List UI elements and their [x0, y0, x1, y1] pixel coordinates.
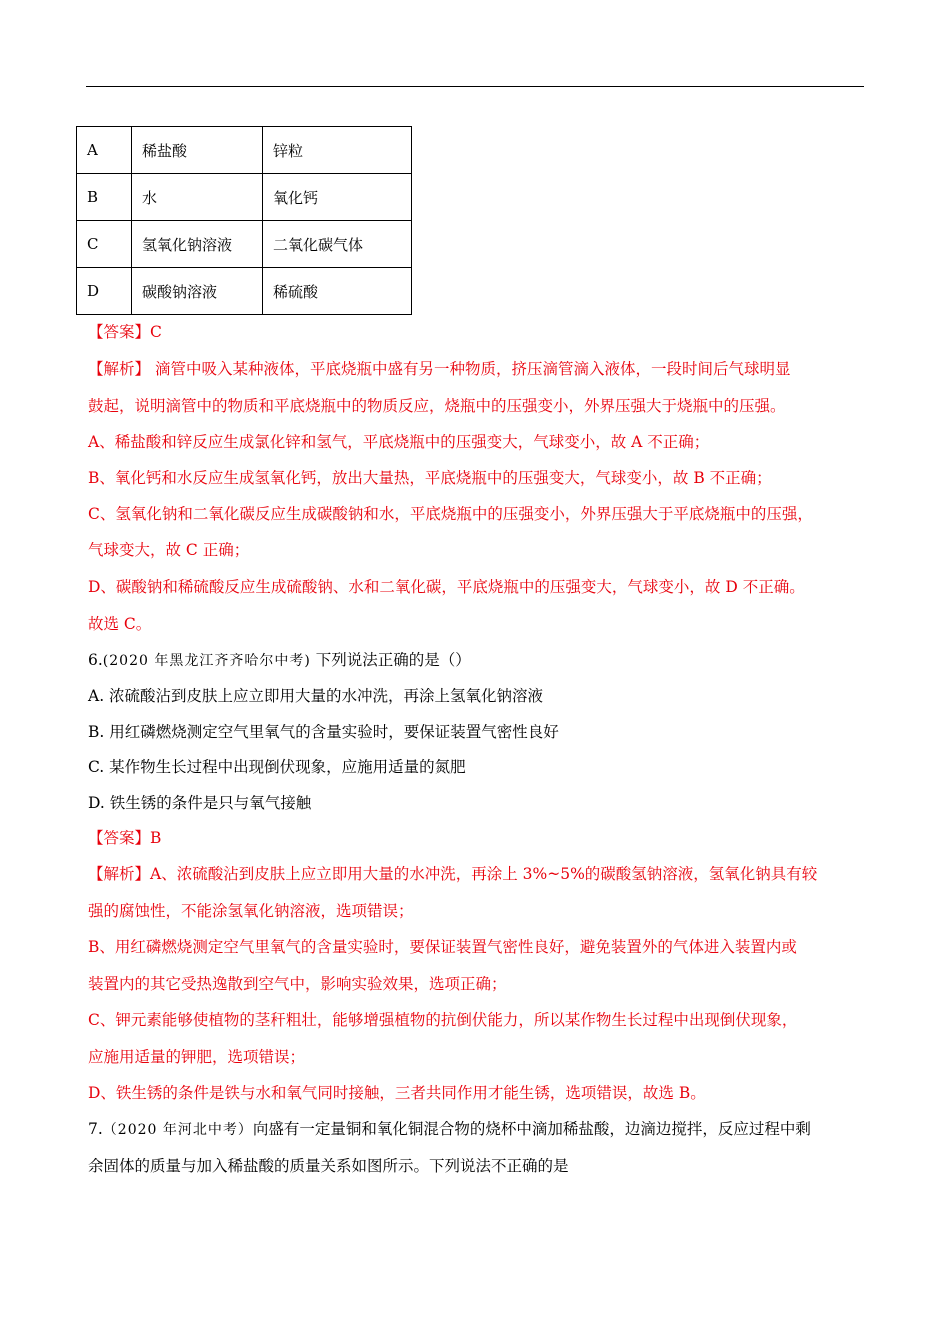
- q6-analysis-line: 装置内的其它受热逸散到空气中，影响实验效果，选项正确；: [88, 975, 507, 993]
- q7-stem-text: 向盛有一定量铜和氧化铜混合物的烧杯中滴加稀盐酸，边滴边搅拌，反应过程中剩: [252, 1120, 811, 1138]
- substance-cell: 氧化钙: [263, 174, 412, 221]
- q6-analysis-line: B、用红磷燃烧测定空气里氧气的含量实验时，要保证装置气密性良好，避免装置外的气体进入装置内或: [88, 938, 797, 956]
- table-row: [77, 268, 412, 315]
- liquid-cell: 稀盐酸: [132, 127, 263, 174]
- q6-analysis-line: 【解析】A、浓硫酸沾到皮肤上应立即用大量的水冲洗，再涂上 3%~5%的碳酸氢钠溶液，氢氧化钠具有较: [88, 865, 818, 883]
- liquid-cell: 碳酸钠溶液: [132, 268, 263, 315]
- row-label: C: [77, 221, 132, 268]
- q5-analysis-line: 气球变大，故 C 正确；: [88, 541, 250, 559]
- q5-analysis-line: C、氢氧化钠和二氧化碳反应生成碳酸钠和水，平底烧瓶中的压强变小，外界压强大于平底烧瓶中的压强，: [88, 505, 813, 523]
- q6-analysis-line: D、铁生锈的条件是铁与水和氧气同时接触，三者共同作用才能生锈，选项错误，故选 B。: [88, 1084, 706, 1102]
- q6-option-c: C. 某作物生长过程中出现倒伏现象，应施用适量的氮肥: [88, 758, 466, 776]
- q7-number: 7.: [88, 1120, 103, 1138]
- liquid-cell: 水: [132, 174, 263, 221]
- q6-analysis-tag: 【解析】: [88, 865, 151, 883]
- q6-number: 6.: [88, 651, 103, 669]
- q5-analysis-line: A、稀盐酸和锌反应生成氯化锌和氢气，平底烧瓶中的压强变大，气球变小，故 A 不正确；: [88, 433, 710, 451]
- q5-analysis-line: 鼓起，说明滴管中的物质和平底烧瓶中的物质反应，烧瓶中的压强变小，外界压强大于烧瓶中的压强。: [88, 397, 786, 415]
- q5-answer: 【答案】C: [88, 323, 162, 341]
- options-table: [76, 126, 412, 315]
- q5-analysis-line: 故选 C。: [88, 615, 152, 633]
- q6-analysis-line: C、钾元素能够使植物的茎秆粗壮，能够增强植物的抗倒伏能力，所以某作物生长过程中出现倒伏现象，: [88, 1011, 798, 1029]
- substance-cell: 锌粒: [263, 127, 412, 174]
- row-label: D: [77, 268, 132, 315]
- table-row: [77, 221, 412, 268]
- q6-analysis-line: 强的腐蚀性，不能涂氢氧化钠溶液，选项错误；: [88, 902, 414, 920]
- q6-source: (2020 年黑龙江齐齐哈尔中考): [102, 653, 311, 669]
- q6-option-a: A. 浓硫酸沾到皮肤上应立即用大量的水冲洗，再涂上氢氧化钠溶液: [88, 687, 544, 705]
- q6-option-d: D. 铁生锈的条件是只与氧气接触: [88, 794, 312, 812]
- header-rule: [86, 86, 864, 87]
- q6-stem: [88, 650, 471, 671]
- q6-stem-text: 下列说法正确的是（）: [315, 651, 471, 669]
- q7-source: （2020 年河北中考）: [102, 1122, 253, 1138]
- table-row: [77, 127, 412, 174]
- q6-option-b: B. 用红磷燃烧测定空气里氧气的含量实验时，要保证装置气密性良好: [88, 723, 559, 741]
- q5-analysis-line: D、碳酸钠和稀硫酸反应生成硫酸钠、水和二氧化碳，平底烧瓶中的压强变大，气球变小，故 D 不正确。: [88, 578, 805, 596]
- table-row: [77, 174, 412, 221]
- q7-stem: [88, 1119, 811, 1140]
- q5-analysis-tag: 【解析】: [88, 360, 151, 378]
- q5-analysis-line: B、氧化钙和水反应生成氢氧化钙，放出大量热，平底烧瓶中的压强变大，气球变小，故 B 不正确；: [88, 469, 772, 487]
- substance-cell: 二氧化碳气体: [263, 221, 412, 268]
- liquid-cell: 氢氧化钠溶液: [132, 221, 263, 268]
- row-label: A: [77, 127, 132, 174]
- q6-analysis-line: 应施用适量的钾肥，选项错误；: [88, 1048, 306, 1066]
- q7-stem-cont: 余固体的质量与加入稀盐酸的质量关系如图所示。下列说法不正确的是: [88, 1157, 569, 1175]
- q6-answer: 【答案】B: [88, 829, 162, 847]
- q5-analysis-line: 【解析】 滴管中吸入某种液体，平底烧瓶中盛有另一种物质，挤压滴管滴入液体，一段时间后气球明显: [88, 360, 791, 378]
- row-label: B: [77, 174, 132, 221]
- substance-cell: 稀硫酸: [263, 268, 412, 315]
